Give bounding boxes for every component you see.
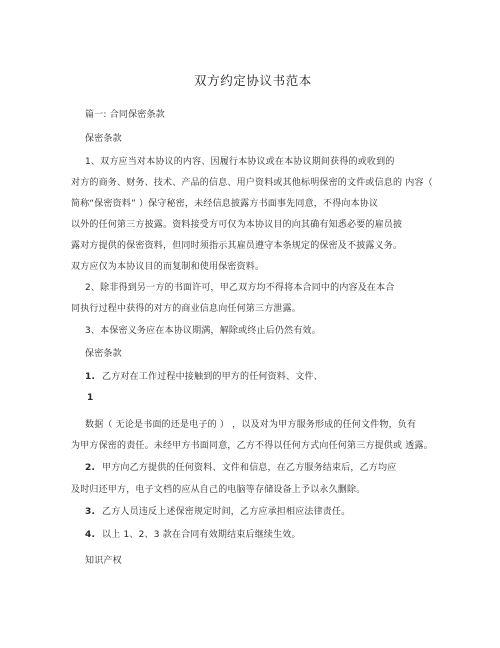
item2-number: 2. — [85, 463, 96, 473]
heading-intellectual-property: 知识产权 — [85, 556, 122, 566]
para3-line1: 3、本保密义务应在本协议期满，解除或终止后仍然有效。 — [85, 326, 321, 336]
document-title: 双方约定协议书范本 — [194, 73, 312, 88]
para1-line5: 露对方提供的保密资料，但同时须指示其雇员遵守本条规定的保密及不披露义务。 — [71, 241, 403, 251]
item3-line1: 乙方人员违反上述保密规定时间，乙方应承担相应法律责任。 — [102, 507, 351, 517]
para2-line1: 2、除非得到另一方的书面许可，甲乙双方均不得将本合同中的内容及在本合 — [85, 283, 395, 293]
para1-line4: 以外的任何第三方披露。资料接受方可仅为本协议目的向其确有知悉必要的雇员披 — [71, 220, 403, 230]
item1-line1: 乙方对在工作过程中接触到的甲方的任何资料、文件、 — [102, 372, 323, 382]
heading-confidentiality-2: 保密条款 — [85, 349, 122, 359]
item1-line4: 为甲方保密的责任。未经甲方书面同意，乙方不得以任何方式向任何第三方提供或 透露。 — [71, 441, 433, 451]
section-label: 篇一: 合同保密条款 — [85, 110, 165, 120]
item2-line1: 甲方向乙方提供的任何资料、文件和信息，在乙方服务结束后，乙方均应 — [102, 463, 397, 473]
para1-line6: 双方应仅为本协议目的而复制和使用保密资料。 — [71, 262, 265, 272]
para2-line2: 同执行过程中获得的对方的商业信息向任何第三方泄露。 — [71, 304, 302, 314]
item1-line2: 1 — [87, 393, 94, 403]
item4-number: 4. — [85, 530, 96, 540]
item2-line2: 及时归还甲方，电子文档的应从自己的电脑等存储设备上予以永久删除。 — [71, 485, 366, 495]
para1-line3: 简称“保密资料” ）保守秘密，未经信息披露方书面事先同意，不得向本协议 — [71, 199, 379, 209]
para1-line1: 1、双方应当对本协议的内容、因履行本协议或在本协议期间获得的或收到的 — [85, 157, 395, 167]
item3-number: 3. — [85, 507, 96, 517]
item1-line3: 数据（ 无论是书面的还是电子的 ） ，以及对为甲方服务形成的任何文件物，负有 — [85, 420, 417, 430]
para1-line2: 对方的商务、财务、技术、产品的信息、用户资料或其他标明保密的文件或信息的 内容（ — [71, 178, 433, 188]
item1-number: 1. — [85, 372, 96, 382]
heading-confidentiality-1: 保密条款 — [85, 134, 122, 144]
item4-line1: 以上 1、2、3 款在合同有效期结束后继续生效。 — [102, 530, 301, 540]
